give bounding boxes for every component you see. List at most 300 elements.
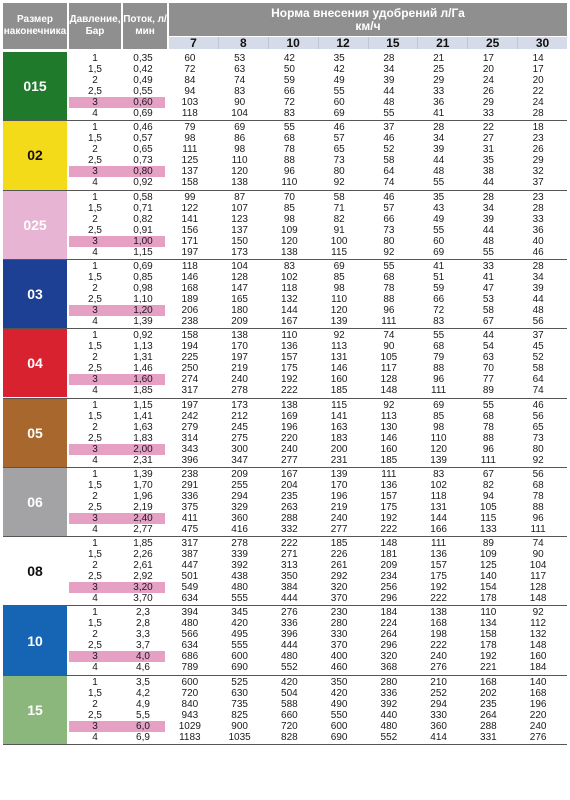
rate-cell: 20 [482, 64, 494, 75]
rate-cell: 37 [532, 330, 544, 342]
rate-cell: 224 [380, 618, 398, 630]
table-header [0, 0, 570, 52]
rate-cell: 44 [383, 86, 395, 97]
table-row [69, 699, 567, 710]
rate-cell: 255 [231, 479, 248, 491]
rate-cell: 387 [181, 549, 199, 561]
rate-cell: 504 [281, 687, 298, 699]
flow-cell: 6,0 [121, 721, 165, 732]
rate-cell: 209 [231, 468, 248, 480]
rate-cell: 33 [482, 108, 494, 119]
rate-cell: 735 [231, 698, 248, 710]
flow-cell: 6,9 [136, 731, 150, 743]
rate-cell: 138 [281, 399, 298, 411]
table-row [69, 469, 567, 480]
rate-cell: 98 [283, 213, 295, 225]
rate-cell: 63 [234, 64, 246, 75]
rate-cell: 86 [234, 133, 246, 145]
rate-cell: 196 [281, 421, 298, 433]
rate-cell: 57 [383, 202, 395, 214]
rate-cell: 85 [433, 410, 445, 422]
table-row [69, 422, 567, 433]
rate-cell: 168 [430, 618, 447, 630]
pressure-cell: 1,5 [88, 410, 102, 422]
rate-cell: 96 [433, 374, 445, 386]
rate-cell: 83 [234, 86, 246, 97]
rate-cell: 85 [283, 202, 295, 214]
rate-cell: 242 [181, 410, 199, 422]
rate-cell: 28 [532, 260, 544, 272]
rate-cell: 88 [532, 501, 544, 513]
flow-cell: 0,80 [121, 166, 165, 177]
rate-cell: 68 [283, 133, 295, 145]
flow-cell: 3,5 [136, 676, 150, 688]
rate-cell: 480 [181, 618, 199, 630]
flow-cell: 0,49 [133, 75, 153, 86]
rate-cell: 209 [231, 315, 248, 327]
rate-cell: 91 [333, 224, 345, 236]
rate-cell: 296 [380, 640, 398, 652]
rate-cell: 104 [231, 260, 248, 272]
rate-cell: 525 [231, 676, 248, 688]
rate-cell: 103 [181, 97, 199, 108]
speed-header-cell: 10 [268, 37, 318, 49]
rate-cell: 271 [281, 549, 298, 561]
flow-cell: 3,7 [136, 640, 150, 652]
rate-cell: 133 [480, 523, 497, 535]
group-divider [3, 744, 567, 745]
rate-cell: 109 [281, 224, 298, 236]
flow-cell: 1,60 [121, 374, 165, 385]
rate-cell: 331 [480, 731, 497, 743]
rate-cell: 634 [181, 640, 199, 652]
flow-cell: 2,26 [133, 549, 153, 561]
rate-cell: 23 [532, 191, 544, 203]
pressure-cell: 2 [92, 421, 98, 433]
rate-cell: 480 [231, 582, 248, 594]
rate-cell: 69 [333, 108, 345, 119]
rate-cell: 178 [480, 593, 497, 605]
rate-cell: 58 [482, 304, 494, 316]
rate-cell: 264 [480, 709, 497, 721]
rate-cell: 240 [281, 443, 298, 455]
pressure-cell: 2 [92, 282, 98, 294]
rate-cell: 80 [333, 166, 345, 178]
rate-cell: 74 [383, 330, 395, 342]
rate-cell: 78 [532, 490, 544, 502]
rate-cell: 291 [181, 479, 199, 491]
rate-cell: 120 [430, 443, 447, 455]
rate-cell: 46 [383, 133, 395, 145]
flow-cell: 1,85 [133, 538, 153, 550]
rate-cell: 56 [532, 468, 544, 480]
flow-cell: 0,57 [133, 133, 153, 145]
rate-cell: 67 [482, 468, 494, 480]
pressure-cell: 1,5 [88, 271, 102, 283]
rate-cell: 314 [181, 432, 199, 444]
table-row [69, 294, 567, 305]
flow-cell: 0,69 [133, 260, 153, 272]
rate-cell: 221 [480, 662, 497, 674]
rate-cell: 98 [234, 144, 246, 156]
rate-cell: 192 [281, 374, 298, 386]
rate-cell: 117 [380, 363, 397, 375]
flow-cell: 0,92 [133, 330, 153, 342]
rate-cell: 555 [231, 640, 248, 652]
nozzle-size-label: 02 [3, 121, 67, 189]
rate-cell: 111 [381, 315, 397, 327]
pressure-cell: 4 [92, 108, 98, 119]
table-row [69, 549, 567, 560]
rate-cell: 192 [380, 512, 398, 524]
rate-cell: 36 [532, 224, 544, 236]
rate-cell: 74 [532, 385, 544, 397]
rate-cell: 238 [181, 468, 199, 480]
rate-cell: 414 [430, 731, 447, 743]
rate-cell: 107 [231, 202, 248, 214]
rate-cell: 35 [482, 155, 494, 167]
nozzle-group [3, 676, 567, 744]
rate-cell: 35 [433, 191, 445, 203]
rate-cell: 350 [330, 676, 348, 688]
table-row [69, 97, 567, 108]
rate-cell: 181 [380, 549, 398, 561]
rate-cell: 411 [181, 512, 198, 524]
rate-cell: 84 [184, 75, 196, 86]
rate-cell: 22 [532, 86, 544, 97]
flow-cell: 5,5 [136, 709, 150, 721]
rate-cell: 200 [330, 443, 348, 455]
pressure-cell: 3 [69, 166, 121, 177]
rate-cell: 160 [529, 651, 547, 663]
rate-cell: 447 [181, 560, 199, 572]
rate-cell: 111 [431, 538, 447, 550]
rate-cell: 64 [532, 374, 544, 386]
pressure-cell: 2 [92, 144, 98, 156]
flow-cell: 2,40 [121, 513, 165, 524]
table-row [69, 582, 567, 593]
rate-cell: 73 [383, 224, 395, 236]
rate-cell: 78 [482, 421, 494, 433]
rate-cell: 70 [283, 191, 295, 203]
rate-cell: 1035 [228, 731, 251, 743]
pressure-cell: 1 [92, 122, 98, 134]
table-row [69, 225, 567, 236]
table-row [69, 64, 567, 75]
table-row [69, 455, 567, 466]
rate-cell: 88 [383, 293, 395, 305]
table-row [69, 607, 567, 618]
rate-cell: 222 [281, 385, 298, 397]
rate-cell: 277 [281, 454, 298, 466]
rate-cell: 180 [231, 304, 248, 316]
rate-cell: 66 [283, 86, 295, 97]
rate-cell: 167 [281, 468, 298, 480]
rate-cell: 49 [433, 213, 445, 225]
table-row [69, 618, 567, 629]
rate-cell: 65 [532, 421, 544, 433]
rate-cell: 600 [330, 720, 348, 732]
rate-cell: 17 [532, 64, 544, 75]
rate-cell: 189 [181, 293, 199, 305]
rate-cell: 160 [380, 443, 398, 455]
table-row [69, 86, 567, 97]
table-row [69, 341, 567, 352]
rate-cell: 63 [482, 352, 494, 364]
pressure-cell: 3 [69, 444, 121, 455]
rate-cell: 178 [480, 640, 497, 652]
rate-cell: 686 [181, 651, 199, 663]
pressure-cell: 2,5 [88, 363, 102, 375]
rate-cell: 222 [380, 523, 398, 535]
rate-cell: 110 [331, 293, 348, 305]
rate-cell: 136 [380, 479, 398, 491]
rate-cell: 105 [480, 501, 497, 513]
flow-cell: 1,46 [133, 363, 153, 375]
rate-cell: 57 [333, 133, 345, 145]
rate-cell: 165 [231, 293, 248, 305]
rate-cell: 396 [281, 629, 298, 641]
speed-header-cell: 21 [417, 37, 467, 49]
table-row [69, 316, 567, 327]
rate-cell: 37 [383, 122, 395, 134]
rate-cell: 55 [482, 399, 494, 411]
rate-cell: 148 [529, 593, 547, 605]
rate-cell: 20 [532, 75, 544, 86]
table-row [69, 480, 567, 491]
rate-cell: 123 [231, 213, 248, 225]
rate-cell: 192 [430, 582, 447, 594]
rate-cell: 240 [529, 720, 547, 732]
rate-cell: 120 [231, 166, 248, 178]
nozzle-size-label: 10 [3, 606, 67, 674]
rate-cell: 47 [482, 282, 494, 294]
rate-cell: 396 [181, 454, 199, 466]
rate-cell: 98 [333, 282, 345, 294]
rate-cell: 60 [184, 53, 196, 64]
pressure-cell: 3 [69, 374, 121, 385]
rate-cell: 94 [482, 490, 494, 502]
rate-cell: 120 [281, 235, 298, 247]
rate-cell: 70 [482, 363, 494, 375]
rate-cell: 39 [433, 144, 445, 156]
rate-cell: 146 [330, 363, 348, 375]
flow-cell: 0,91 [133, 224, 153, 236]
rate-cell: 420 [281, 676, 298, 688]
rate-cell: 69 [433, 399, 445, 411]
flow-cell: 0,46 [133, 122, 153, 134]
rate-cell: 210 [430, 676, 447, 688]
rate-cell: 166 [430, 523, 447, 535]
rate-cell: 92 [333, 177, 345, 189]
rate-cell: 46 [333, 122, 345, 134]
rate-cell: 33 [433, 86, 445, 97]
rate-cell: 1029 [178, 720, 201, 732]
rate-cell: 40 [532, 235, 544, 247]
rate-cell: 480 [380, 720, 398, 732]
pressure-cell: 1 [92, 538, 98, 550]
flow-cell: 0,92 [133, 177, 153, 189]
pressure-cell: 1 [92, 607, 98, 619]
rate-cell: 235 [480, 698, 497, 710]
rate-cell: 125 [480, 560, 497, 572]
rate-cell: 74 [383, 177, 395, 189]
rate-cell: 39 [482, 213, 494, 225]
pressure-cell: 4 [92, 315, 98, 327]
rate-cell: 690 [231, 662, 248, 674]
rate-cell: 115 [331, 246, 348, 258]
flow-cell: 2,31 [133, 454, 153, 466]
header-rate-title: Норма внесения удобрений л/Га [271, 5, 465, 20]
rate-cell: 343 [181, 443, 199, 455]
rate-cell: 175 [281, 363, 298, 375]
rate-cell: 82 [482, 479, 494, 491]
rate-cell: 138 [231, 330, 248, 342]
rate-cell: 480 [281, 651, 298, 663]
rate-cell: 42 [333, 64, 345, 75]
rate-cell: 131 [430, 501, 447, 513]
rate-cell: 55 [433, 330, 445, 342]
rate-cell: 600 [181, 676, 199, 688]
rate-cell: 92 [383, 246, 395, 258]
rate-cell: 49 [333, 75, 345, 86]
rate-cell: 140 [480, 571, 497, 583]
flow-cell: 0,65 [133, 144, 153, 156]
flow-cell: 1,20 [121, 305, 165, 316]
rate-cell: 552 [281, 662, 298, 674]
rate-cell: 157 [430, 560, 447, 572]
rate-cell: 184 [529, 662, 547, 674]
rate-cell: 313 [281, 560, 298, 572]
header-flow: Поток, л/мин [123, 3, 167, 49]
rate-cell: 264 [380, 629, 398, 641]
nozzle-size-label: 025 [3, 191, 67, 259]
rate-cell: 118 [281, 282, 298, 294]
rate-cell: 828 [281, 731, 298, 743]
rate-cell: 100 [330, 235, 348, 247]
rate-cell: 840 [181, 698, 199, 710]
table-row [69, 108, 567, 119]
rate-cell: 240 [231, 374, 248, 386]
rate-cell: 219 [330, 501, 348, 513]
pressure-cell: 2,5 [88, 432, 102, 444]
rate-cell: 146 [380, 432, 398, 444]
rate-cell: 88 [482, 432, 494, 444]
rate-cell: 185 [380, 454, 398, 466]
table-row [69, 330, 567, 341]
rate-cell: 65 [333, 144, 345, 156]
header-pressure: Давление, Бар [69, 3, 121, 49]
rate-cell: 44 [482, 177, 494, 189]
pressure-cell: 1 [92, 260, 98, 272]
rate-cell: 194 [181, 341, 199, 353]
pressure-cell: 1 [92, 676, 98, 688]
rate-cell: 330 [430, 709, 447, 721]
rate-cell: 132 [529, 629, 547, 641]
rate-cell: 192 [480, 651, 497, 663]
rate-cell: 196 [330, 490, 348, 502]
rate-cell: 276 [430, 662, 447, 674]
rate-cell: 45 [532, 341, 544, 353]
rate-cell: 80 [383, 235, 395, 247]
rate-cell: 118 [181, 108, 198, 119]
flow-cell: 1,83 [133, 432, 153, 444]
rate-cell: 320 [380, 651, 398, 663]
rate-cell: 163 [330, 421, 348, 433]
table-row [69, 133, 567, 144]
rate-cell: 111 [480, 454, 496, 466]
pressure-cell: 3 [69, 513, 121, 524]
speed-header-cell: 30 [517, 37, 567, 49]
rate-cell: 96 [283, 166, 295, 178]
rate-cell: 48 [383, 97, 395, 108]
rate-cell: 28 [532, 108, 544, 119]
rate-cell: 158 [181, 177, 199, 189]
pressure-cell: 2,5 [88, 86, 102, 97]
rate-cell: 60 [333, 97, 345, 108]
rate-cell: 117 [530, 571, 547, 583]
rate-cell: 66 [383, 213, 395, 225]
rate-cell: 68 [532, 479, 544, 491]
flow-cell: 2,8 [136, 618, 150, 630]
rate-cell: 235 [281, 490, 298, 502]
rate-cell: 24 [532, 97, 544, 108]
rate-cell: 48 [482, 235, 494, 247]
rate-cell: 34 [433, 133, 445, 145]
pressure-cell: 1,5 [88, 479, 102, 491]
pressure-cell: 1,5 [88, 341, 102, 353]
pressure-cell: 3 [69, 236, 121, 247]
pressure-cell: 4 [92, 731, 98, 743]
rate-cell: 115 [331, 399, 348, 411]
rate-cell: 122 [181, 202, 199, 214]
pressure-cell: 1 [92, 191, 98, 203]
pressure-cell: 4 [92, 662, 98, 674]
rate-cell: 185 [330, 538, 348, 550]
rate-cell: 32 [532, 166, 544, 178]
table-row [69, 732, 567, 743]
rate-cell: 68 [482, 410, 494, 422]
pressure-cell: 2 [92, 490, 98, 502]
rate-cell: 29 [532, 155, 544, 167]
rate-cell: 50 [283, 64, 295, 75]
table-row [69, 677, 567, 688]
nozzle-group [3, 399, 567, 467]
flow-cell: 2,00 [121, 444, 165, 455]
rate-cell: 58 [333, 191, 345, 203]
rate-cell: 240 [330, 512, 348, 524]
rate-cell: 943 [181, 709, 199, 721]
rate-cell: 69 [333, 260, 345, 272]
flow-cell: 3,3 [136, 629, 150, 641]
nozzle-group [3, 191, 567, 259]
rate-cell: 134 [480, 618, 497, 630]
flow-cell: 2,3 [136, 607, 150, 619]
rate-cell: 375 [181, 501, 199, 513]
table-row [69, 560, 567, 571]
rate-cell: 52 [532, 352, 544, 364]
rate-cell: 225 [181, 352, 199, 364]
nozzle-size-label: 03 [3, 260, 67, 328]
rate-cell: 154 [480, 582, 497, 594]
rate-cell: 35 [333, 53, 345, 64]
flow-cell: 1,31 [133, 352, 153, 364]
rate-cell: 212 [231, 410, 248, 422]
table-row [69, 236, 567, 247]
table-row [69, 651, 567, 662]
table-row [69, 524, 567, 535]
rate-cell: 56 [532, 410, 544, 422]
